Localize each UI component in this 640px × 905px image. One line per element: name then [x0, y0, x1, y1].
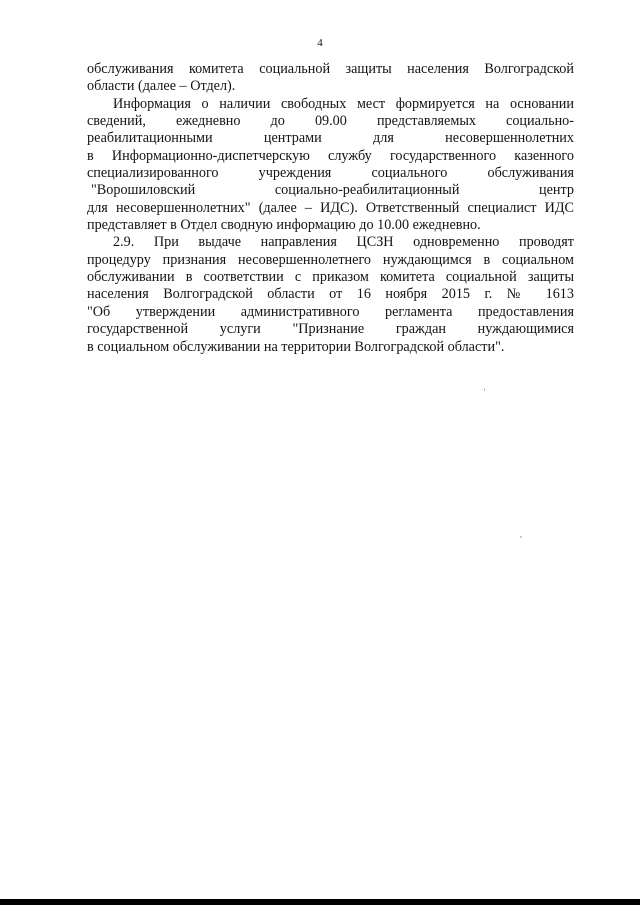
text-line: "Об утверждении административного регламента предоставления — [87, 303, 574, 320]
text-line: в социальном обслуживании на территории Волгоградской области". — [87, 338, 505, 355]
text-line: в Информационно-диспетчерскую службу государственного казенного — [87, 147, 574, 164]
text-line: обслуживании в соответствии с приказом комитета социальной защиты — [87, 269, 574, 286]
scan-speck — [520, 536, 522, 538]
text-line: реабилитационными центрами для несовершеннолетних — [87, 130, 574, 147]
page-number: 4 — [317, 37, 323, 49]
text-line: специализированного учреждения социального обслуживания — [87, 165, 574, 182]
text-line: "Ворошиловский социально-реабилитационный центр — [91, 182, 574, 199]
text-line: области (далее – Отдел). — [87, 78, 236, 95]
text-line: процедуру признания несовершеннолетнего нуждающимся в социальном — [87, 251, 574, 268]
scan-bottom-edge — [0, 899, 640, 905]
text-line: обслуживания комитета социальной защиты населения Волгоградской — [87, 61, 574, 77]
text-line: сведений, ежедневно до 09.00 представляемых социально- — [87, 113, 574, 130]
text-line: Информация о наличии свободных мест формируется на основании — [113, 95, 574, 112]
text-line: представляет в Отдел сводную информацию до 10.00 ежедневно. — [87, 217, 481, 234]
scan-speck — [484, 388, 485, 391]
text-line: государственной услуги "Признание граждан нуждающимися — [87, 321, 574, 338]
text-line: для несовершеннолетних" (далее – ИДС). Ответственный специалист ИДС — [87, 199, 574, 216]
text-line: населения Волгоградской области от 16 ноября 2015 г. № 1613 — [87, 286, 574, 303]
document-body — [87, 61, 574, 356]
text-line: 2.9. При выдаче направления ЦСЗН одновременно проводят — [113, 234, 574, 251]
